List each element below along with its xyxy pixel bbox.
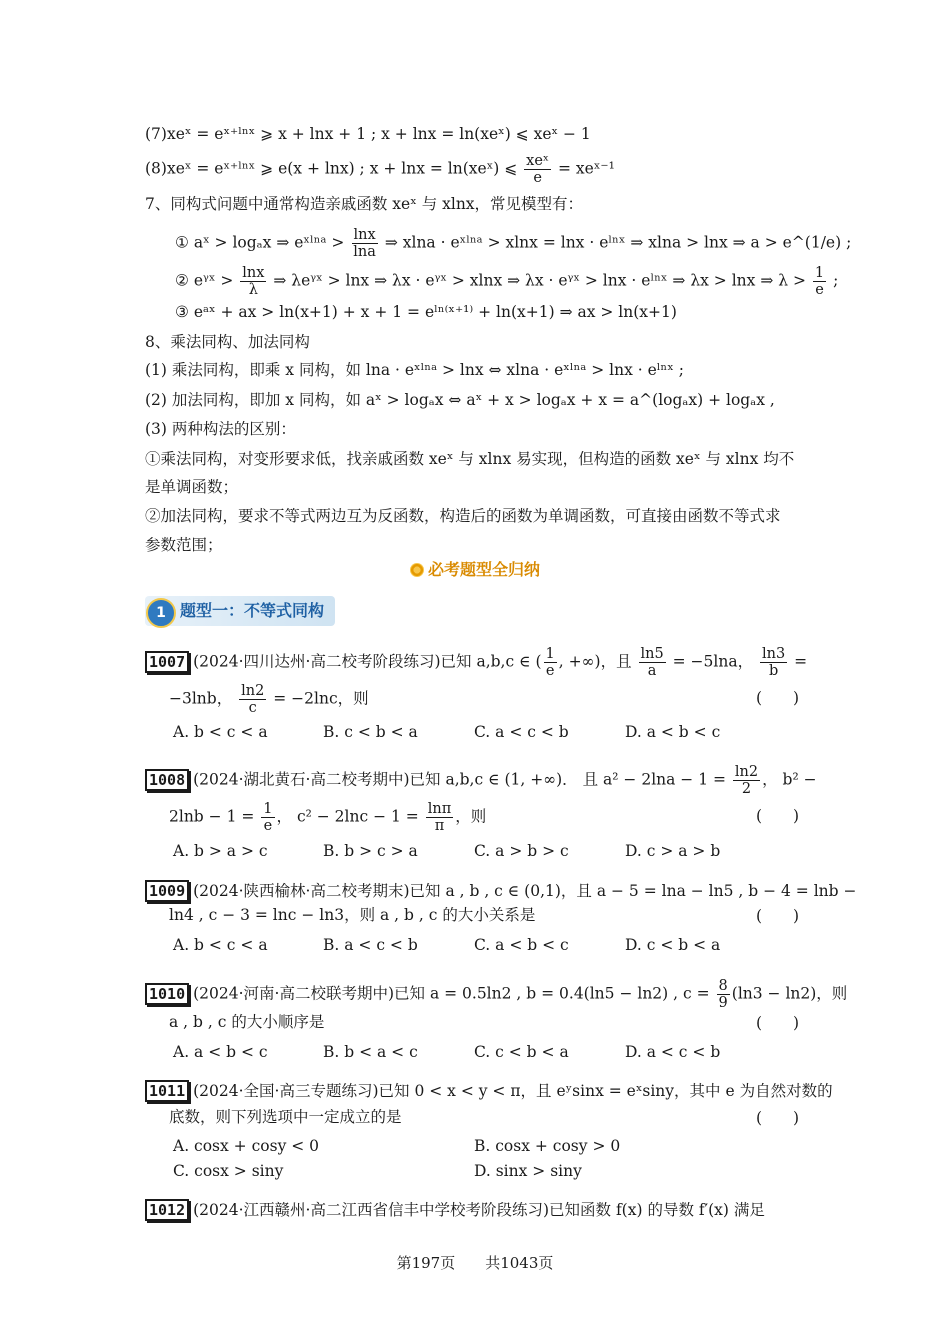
option-d[interactable]: D. a < c < b: [625, 1043, 721, 1061]
question-text: (2024·江西赣州·高二江西省信丰中学校考阶段练习)已知函数 f(x) 的导数 f′(x) 满足: [193, 1201, 765, 1219]
fraction-numerator: lnπ: [427, 801, 452, 817]
fraction-denominator: b: [768, 663, 779, 679]
option-a[interactable]: A. b < c < a: [173, 723, 268, 741]
fraction: [733, 764, 760, 797]
question-text: (2024·湖北黄石·高二校考期中)已知 a,b,c ∈ (1, +∞)． 且 a² − 2lna − 1 =: [193, 770, 731, 789]
type-title: 题型一：不等式同构: [180, 601, 325, 620]
section-8-p6: ②加法同构，要求不等式两边互为反函数，构造后的函数为单调函数，可直接由函数不等式求: [145, 507, 781, 525]
question-text: (2024·陕西榆林·高二校考期末)已知 a , b , c ∈ (0,1)，且 a − 5 = lna − ln5 , b − 4 = lnb −: [193, 882, 857, 900]
question-text: = −2lnc，则: [268, 689, 369, 708]
fraction-denominator: lna: [353, 244, 376, 260]
fraction-denominator: c: [248, 700, 257, 716]
fraction-numerator: ln2: [241, 683, 265, 699]
fraction: [426, 801, 454, 834]
flower-icon: [410, 563, 424, 577]
question-1010-line-2: a , b , c 的大小顺序是: [169, 1013, 325, 1031]
option-a[interactable]: A. b > a > c: [173, 842, 268, 860]
question-1007-line-2: [169, 683, 369, 716]
model-2-fraction: [240, 265, 266, 298]
option-d[interactable]: D. c > a > b: [625, 842, 721, 860]
option-d[interactable]: D. sinx > siny: [474, 1162, 582, 1180]
fraction: [717, 978, 730, 1011]
question-1011-line-1: [145, 1080, 833, 1102]
question-1009-line-1: [145, 880, 857, 902]
fraction: [639, 646, 666, 679]
question-text: =: [789, 652, 808, 671]
fraction: [261, 801, 274, 834]
section-8-p2: (2) 加法同构，即加 x 同构，如 aˣ > logₐx ⇔ aˣ + x > logₐx + x = a^(logₐx) + logₐx ,: [145, 391, 775, 409]
option-c[interactable]: C. cosx > siny: [173, 1162, 284, 1180]
fraction: [544, 646, 557, 679]
question-number-badge: 1011: [145, 1080, 189, 1102]
question-text: (2024·河南·高二校联考期中)已知 a = 0.5ln2 , b = 0.4(ln5 − ln2) , c =: [193, 984, 715, 1003]
option-c[interactable]: C. c < b < a: [474, 1043, 569, 1061]
option-b[interactable]: B. b > c > a: [323, 842, 418, 860]
fraction-denominator: π: [434, 818, 445, 834]
fraction-numerator: ln2: [734, 764, 759, 780]
model-2-text: ② eᵞˣ >: [175, 271, 239, 290]
question-number-badge: 1008: [145, 769, 189, 791]
model-line-8: [145, 153, 615, 186]
question-text: (ln3 − ln2)，则: [731, 984, 848, 1003]
question-number-badge: 1010: [145, 983, 189, 1005]
question-text: (2024·全国·高三专题练习)已知 0 < x < y < π，且 eʸsinx = eˣsiny，其中 e 为自然对数的: [193, 1082, 833, 1100]
answer-bracket: ( ): [756, 689, 800, 707]
question-text: ，则: [455, 807, 487, 826]
model-1-rest: ⇒ xlna · eˣˡⁿᵃ > xlnx = lnx · eˡⁿˣ ⇒ xlna > lnx ⇒ a > e^(1/e) ;: [379, 233, 852, 252]
question-text: 2lnb − 1 =: [169, 807, 260, 826]
answer-bracket: ( ): [756, 1109, 800, 1127]
section-8-p1: (1) 乘法同构，即乘 x 同构，如 lna · eˣˡⁿᵃ > lnx ⇔ xlna · eˣˡⁿᵃ > lnx · eˡⁿˣ ;: [145, 361, 684, 379]
fraction-numerator: 1: [263, 801, 273, 817]
question-1010-line-1: [145, 978, 847, 1011]
option-b[interactable]: B. cosx + cosy > 0: [474, 1137, 621, 1155]
fraction-numerator: 8: [718, 978, 728, 994]
section-8-p5: 是单调函数；: [145, 478, 239, 496]
question-1008-line-2: [169, 801, 486, 834]
option-c[interactable]: C. a > b > c: [474, 842, 569, 860]
option-d[interactable]: D. c < b < a: [625, 936, 721, 954]
section-7-title: 7、同构式问题中通常构造亲戚函数 xeˣ 与 xlnx，常见模型有：: [145, 195, 584, 213]
option-a[interactable]: A. cosx + cosy < 0: [173, 1137, 320, 1155]
fraction-numerator: ln3: [762, 646, 786, 662]
answer-bracket: ( ): [756, 1014, 800, 1032]
answer-bracket: ( ): [756, 907, 800, 925]
question-text: , +∞)，且: [558, 652, 637, 671]
question-text: = −5lna，: [667, 652, 759, 671]
center-heading: [0, 557, 950, 580]
model-1-fraction: [351, 227, 378, 260]
fraction-denominator: e: [533, 170, 542, 186]
fraction-denominator: 2: [741, 781, 752, 797]
section-7-model-1: [175, 227, 851, 260]
fraction-numerator: 1: [545, 646, 555, 662]
answer-bracket: ( ): [756, 807, 800, 825]
question-text: (2024·四川达州·高二校考阶段练习)已知 a,b,c ∈ (: [193, 652, 542, 671]
type-number-badge: 1: [146, 598, 176, 628]
model-2-rest: ⇒ λeᵞˣ > lnx ⇒ λx · eᵞˣ > xlnx ⇒ λx · eᵞˣ > lnx · eˡⁿˣ ⇒ λx > lnx ⇒ λ >: [268, 271, 811, 290]
option-a[interactable]: A. b < c < a: [173, 936, 268, 954]
center-heading-text: 必考题型全归纳: [427, 560, 540, 579]
model-line-7-text: (7)xeˣ = eˣ⁺ˡⁿˣ ⩾ x + lnx + 1 ; x + lnx = ln(xeˣ) ⩽ xeˣ − 1: [145, 125, 591, 143]
question-1008-line-1: [145, 764, 817, 797]
question-text: ， c² − 2lnc − 1 =: [276, 807, 424, 826]
option-c[interactable]: C. a < c < b: [474, 723, 569, 741]
model-2-fraction-2: [813, 265, 826, 298]
option-b[interactable]: B. c < b < a: [323, 723, 418, 741]
fraction-denominator: a: [647, 663, 657, 679]
fraction: [760, 646, 787, 679]
model-line-8-fraction: [524, 153, 551, 186]
section-7-model-2: [175, 265, 838, 298]
section-8-title: 8、乘法同构、加法同构: [145, 333, 310, 351]
model-line-8-tail: = xeˣ⁻¹: [553, 159, 615, 178]
page-footer: 第197页 共1043页: [396, 1254, 554, 1272]
fraction-denominator: λ: [248, 282, 258, 298]
fraction-denominator: e: [815, 282, 824, 298]
question-1012-line-1: [145, 1199, 765, 1221]
option-d[interactable]: D. a < b < c: [625, 723, 721, 741]
question-number-badge: 1007: [145, 651, 189, 673]
model-2-tail: ;: [828, 271, 839, 290]
fraction-numerator: 1: [814, 265, 825, 281]
question-number-badge: 1009: [145, 880, 189, 902]
option-c[interactable]: C. a < b < c: [474, 936, 569, 954]
model-line-8-text: (8)xeˣ = eˣ⁺ˡⁿˣ ⩾ e(x + lnx) ; x + lnx = ln(xeˣ) ⩽: [145, 159, 523, 178]
question-number-badge: 1012: [145, 1199, 189, 1221]
fraction-denominator: e: [263, 818, 273, 834]
option-b[interactable]: B. b < a < c: [323, 1043, 418, 1061]
question-1009-line-2: ln4 , c − 3 = lnc − ln3，则 a , b , c 的大小关系是: [169, 906, 536, 924]
model-1-text: ① aˣ > logₐx ⇒ eˣˡⁿᵃ >: [175, 233, 350, 252]
question-1007-line-1: [145, 646, 807, 679]
fraction: [239, 683, 266, 716]
fraction-numerator: lnx: [242, 265, 265, 281]
fraction-denominator: e: [545, 663, 555, 679]
option-b[interactable]: B. a < c < b: [323, 936, 418, 954]
fraction-numerator: ln5: [640, 646, 664, 662]
section-7-model-3: ③ eᵃˣ + ax > ln(x+1) + x + 1 = eˡⁿ⁽ˣ⁺¹⁾ + ln(x+1) ⇒ ax > ln(x+1): [175, 303, 677, 321]
model-line-7: [145, 123, 591, 145]
question-1011-line-2: 底数，则下列选项中一定成立的是: [169, 1108, 402, 1126]
section-8-p7: 参数范围；: [145, 536, 223, 554]
section-8-p3: (3) 两种构法的区别：: [145, 420, 296, 438]
section-8-p4: ①乘法同构，对变形要求低，找亲戚函数 xeˣ 与 xlnx 易实现，但构造的函数 xeˣ 与 xlnx 均不: [145, 450, 795, 468]
fraction-numerator: xeˣ: [526, 153, 550, 169]
option-a[interactable]: A. a < b < c: [173, 1043, 268, 1061]
question-text: −3lnb，: [169, 689, 238, 708]
fraction-denominator: 9: [718, 995, 728, 1011]
fraction-numerator: lnx: [353, 227, 376, 243]
question-text: ， b² −: [762, 770, 817, 789]
